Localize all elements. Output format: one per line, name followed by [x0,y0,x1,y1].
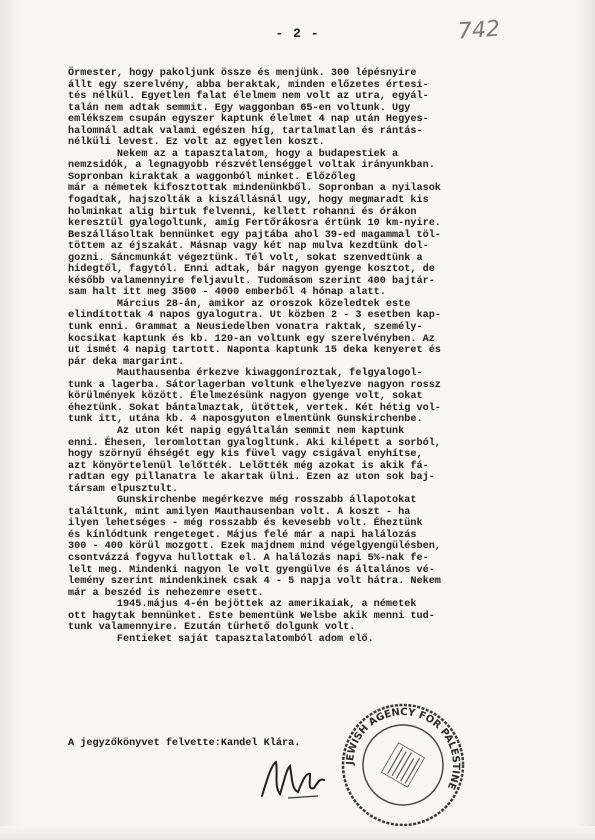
text-line: tunk a lagerba. Sátorlagerban voltunk elhelyezve nagyon rossz [68,379,441,391]
text-line: találtunk, mint amilyen Mauthausenban volt. A koszt - ha [68,506,411,518]
text-line: és kínlódtunk rengeteget. Május felé már a napi halálozás [68,529,417,541]
text-line: gozni. Sáncmunkát végeztünk. Tél volt, sokat szenvedtünk a [68,252,423,264]
text-line: Fentieket saját tapasztalatomból adom elő. [68,633,374,645]
testimony-body-text [68,68,538,645]
text-line: ott hagytak bennünket. Este bementünk Welsbe akik menni tud- [68,610,435,622]
text-line: körülmények között. Élelmezésünk nagyon gyenge volt, sokat [68,391,423,403]
page-bottom-edge [0,826,595,840]
text-line: kocsikat kaptunk és kb. 120-an voltunk egy szerelvényben. Az [68,333,435,345]
text-line: fogadtak, hajszolták a kiszállásnál ugy, hogy megmaradt kis [68,195,429,207]
handwritten-signature [258,756,338,804]
text-line: társam elpusztult. [68,483,179,495]
text-line: nélküli levest. Ez volt az egyetlen koszt. [68,137,325,149]
stamp-text: JEWISH AGENCY FOR PALESTINE [344,706,462,792]
text-line: nemzsidók, a legnagyobb részvétlenséggel voltak irányunkban. [68,160,435,172]
text-line: azt könyörtelenül lelőtték. Lelőtték még azokat is akik fá- [68,460,429,472]
text-line: Március 28-án, amikor az oroszok közeledtek este [68,298,411,310]
text-line: már a németek kifosztottak mindenünkből. Sopronban a nyilasok [68,183,441,195]
text-line: állt egy szerelvény, abba beraktak, minden előzetes értesi- [68,79,429,91]
text-line: tunk valamennyire. Ezután türhető dolgunk volt. [68,622,356,634]
text-line: ilyen lehetséges - még rosszabb és kevesebb volt. Éheztünk [68,518,423,530]
text-line: töttem az éjszakát. Másnap vagy két nap mulva kezdtünk dol- [68,241,429,253]
text-line: tés nélkül. Egyetlen falat élelmem nem volt az utra, egyál- [68,91,429,103]
text-line: enni. Éhesen, leromlottan gyalogltunk. Aki kilépett a sorból, [68,437,441,449]
text-line: éheztünk. Sokat bántalmaztak, ütöttek, vertek. Két hétig vol- [68,402,441,414]
text-line: talán nem adtak semmit. Egy waggonban 65-en voltunk. Ugy [68,102,411,114]
text-line: 1945.május 4-én bejöttek az amerikaiak, a németek [68,599,417,611]
recorder-line: A jegyzőkönyvet felvette:Kandel Klára. [68,738,301,749]
text-line: elindítottak 4 napos gyalogutra. Ut közben 2 - 3 esetben kap- [68,310,441,322]
text-line: halomnál adtak valami egészen híg, tartalmatlan és rántás- [68,125,423,137]
page-number: - 2 - [275,26,320,41]
text-line: sam halt itt meg 3500 - 4000 emberből 4 hónap alatt. [68,287,386,299]
text-line: csontvázzá fogyva hullottak el. A halálozás napi 5%-nak fe- [68,552,429,564]
text-line: Nekem az a tapasztalatom, hogy a budapestiek a [68,148,399,160]
archive-number-handwritten: 742 [457,16,501,45]
text-line: Mauthausenba érkezve kiwaggoníroztak, felgyalogol- [68,368,423,380]
text-line: pár deka margarint. [68,356,185,368]
text-line: később valamennyire feljavult. Tudomásom szerint 400 bajtár- [68,275,435,287]
text-line: tunk enni. Grammat a Neusiedelben vonatra raktak, személy- [68,322,423,334]
text-line: Beszállásoltak bennünket egy pajtába ahol 39-ed magammal töl- [68,229,441,241]
text-line: hogy szörnyű éhségét egy kis füvel vagy csigával enyhítse, [68,449,423,461]
text-line: Sopronban kiraktak a waggonból minket. Előzőleg [68,171,356,183]
text-line: lemény szerint mindenkinek csak 4 - 5 napja volt hátra. Nekem [68,576,441,588]
text-line: hidegtől, fagytól. Enni adtak, bár nagyon gyenge kosztot, de [68,264,435,276]
agency-stamp [338,700,468,830]
text-line: radtan egy pillanatra le akartak ülni. Ezen az uton sok baj- [68,472,435,484]
text-line: keresztül gyalogoltunk, amíg Fertőrákosra értünk 10 km-nyire. [68,218,441,230]
text-line: Az uton két napig egyáltalán semmit nem kaptunk [68,425,405,437]
text-line: Örmester, hogy pakoljunk össze és menjünk. 300 lépésnyire [68,68,417,79]
text-line: tunk itt, utána kb. 4 naposgyuton elmentünk Gunskirchenbe. [68,414,423,426]
text-line: holminkat alig birtuk felvenni, kellett rohanni és órákon [68,206,417,218]
text-line: 300 - 400 körül mozgott. Ezek majdnem mind végelgyengülésben, [68,541,441,553]
text-line: már a beszéd is nehezemre esett. [68,587,264,599]
text-line: lelt meg. Mindenki nagyon le volt gyengülve és általános vé- [68,564,435,576]
text-line: ut ismét 4 napig tartott. Naponta kaptunk 15 deka kenyeret és [68,345,441,357]
text-line: Gunskirchenbe megérkezve még rosszabb állapotokat [68,495,417,507]
text-line: emlékszem csupán egyszer kaptunk élelmet 4 nap után Hegyes- [68,114,429,126]
